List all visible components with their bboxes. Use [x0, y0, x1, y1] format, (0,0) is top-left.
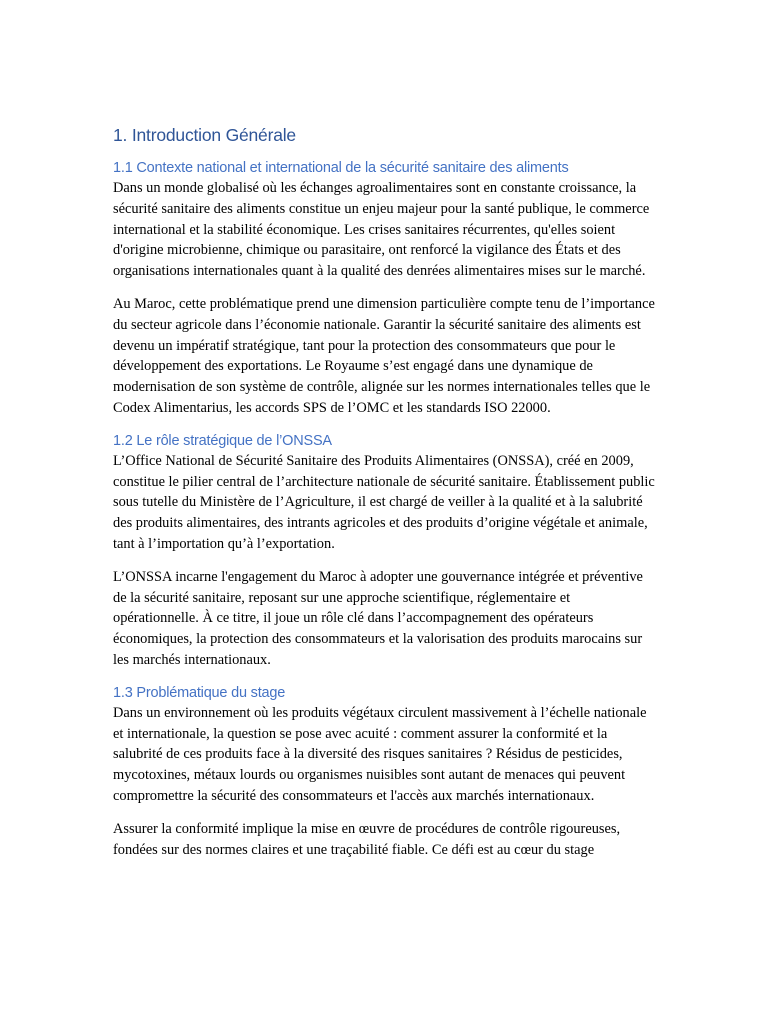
section-heading: 1.2 Le rôle stratégique de l’ONSSA	[113, 432, 332, 449]
paragraph: Au Maroc, cette problématique prend une dimension particulière compte tenu de l’importance du secteur agricole dans l’économie nationale. Garantir la sécurité sanitaire des aliments est devenu un impératif stratégique, tant pour la protection des consommateurs que pour le développement des exportations. Le Royaume s’est engagé dans une dynamique de modernisation de son système de contrôle, alignée sur les normes internationales telles que le Codex Alimentarius, les accords SPS de l’OMC et les standards ISO 22000.	[113, 295, 655, 416]
paragraph: Assurer la conformité implique la mise en œuvre de procédures de contrôle rigoureuses, fondées sur des normes claires et une traçabilité fiable. Ce défi est au cœur du stage	[113, 820, 621, 858]
paragraph: L’ONSSA incarne l'engagement du Maroc à adopter une gouvernance intégrée et préventive de la sécurité sanitaire, reposant sur une approche scientifique, réglementaire et opérationnelle. À ce titre, il joue un rôle clé dans l’accompagnement des opérateurs économiques, la protection des consommateurs et la valorisation des produits marocains sur les marchés internationaux.	[113, 568, 643, 668]
paragraph: Dans un environnement où les produits végétaux circulent massivement à l’échelle nationale et internationale, la question se pose avec acuité : comment assurer la conformité et la salubrité de ces produits face à la diversité des risques sanitaires ? Résidus de pesticides, mycotoxines, métaux lourds ou organismes nuisibles sont autant de menaces qui peuvent compromettre la sécurité des consommateurs et l'accès aux marchés internationaux.	[113, 704, 647, 804]
section-heading: 1.1 Contexte national et international de la sécurité sanitaire des aliments	[113, 160, 569, 176]
document-content	[113, 124, 658, 860]
paragraph: L’Office National de Sécurité Sanitaire des Produits Alimentaires (ONSSA), créé en 2009, constitue le pilier central de l’architecture nationale de sécurité sanitaire. Établissement public sous tutelle du Ministère de l’Agriculture, il est chargé de veiller à la qualité et à la salubrité des produits alimentaires, des intrants agricoles et des produits d’origine végétale et animale, tant à l’importation qu’à l’exportation.	[113, 452, 655, 552]
section-contexte	[113, 158, 658, 419]
paragraph: Dans un monde globalisé où les échanges agroalimentaires sont en constante croissance, la sécurité sanitaire des aliments constitue un enjeu majeur pour la santé publique, le commerce international et la stabilité économique. Les crises sanitaires récurrentes, qu'elles soient d'origine microbienne, chimique ou parasitaire, ont renforcé la vigilance des États et des organisations internationales quant à la qualité des denrées alimentaires mises sur le marché.	[113, 180, 650, 280]
page-title: 1. Introduction Générale	[113, 125, 296, 145]
section-heading: 1.3 Problématique du stage	[113, 684, 286, 701]
section-problematique	[113, 683, 658, 861]
section-role-onssa	[113, 431, 658, 671]
